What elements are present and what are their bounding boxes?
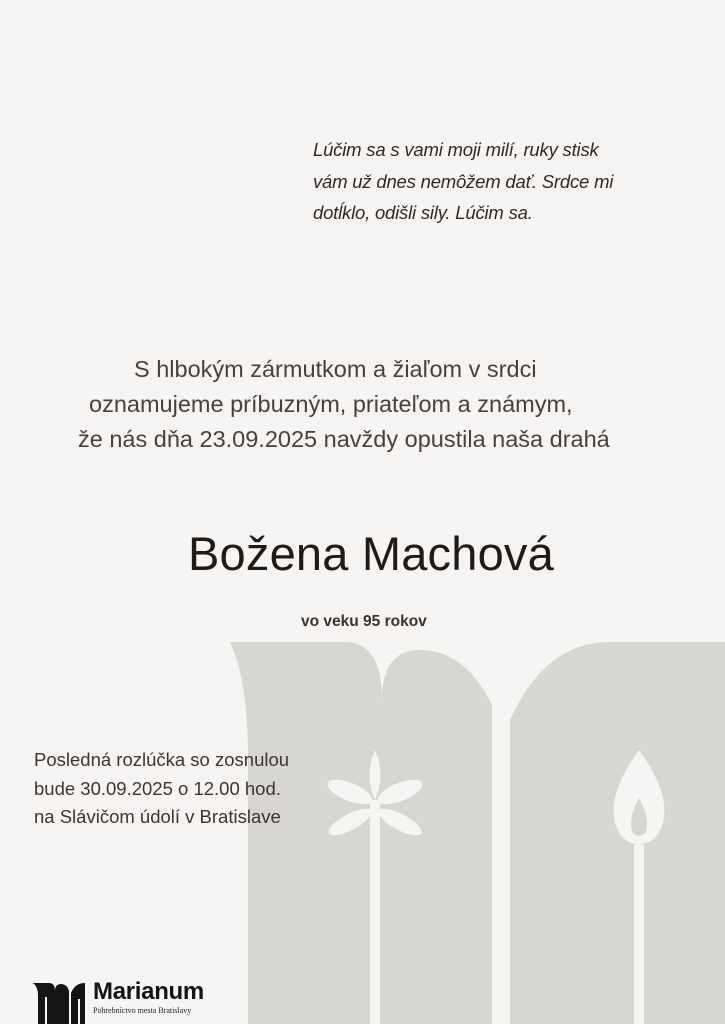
deceased-name: Božena Machová <box>188 527 554 580</box>
funeral-line: Posledná rozlúčka so zosnulou <box>34 749 290 770</box>
funeral-line: na Slávičom údolí v Bratislave <box>34 806 281 827</box>
marianum-logo-icon <box>33 983 85 1024</box>
poem-line: Lúčim sa s vami moji milí, ruky stisk <box>313 139 599 160</box>
poem-line: vám už dnes nemôžem dať. Srdce mi <box>313 170 614 192</box>
logo-name: Marianum <box>93 978 204 1005</box>
funeral-line: bude 30.09.2025 o 12.00 hod. <box>34 777 281 799</box>
announcement-line: oznamujeme príbuzným, priateľom a známym, <box>89 391 573 417</box>
death-announcement <box>0 352 725 457</box>
marianum-logo <box>33 978 233 1024</box>
poem-line: dotĺklo, odišli sily. Lúčim sa. <box>313 202 533 223</box>
announcement-line: S hlbokým zármutkom a žiaľom v srdci <box>134 356 537 382</box>
funeral-details <box>34 746 354 832</box>
deceased-age: vo veku 95 rokov <box>301 613 427 630</box>
logo-subtitle: Pohrebníctvo mesta Bratislavy <box>93 1006 192 1015</box>
farewell-poem <box>313 134 653 229</box>
announcement-line: že nás dňa 23.09.2025 navždy opustila naša drahá <box>78 426 610 452</box>
